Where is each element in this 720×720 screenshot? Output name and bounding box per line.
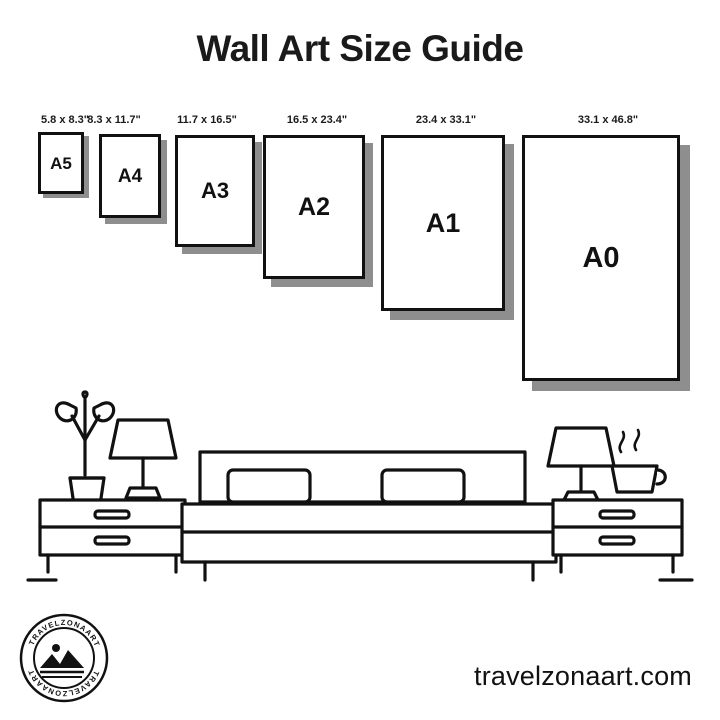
frame-box-a4[interactable] [99, 134, 161, 218]
frame-name-a2: A2 [298, 192, 330, 221]
frame-dimensions-a2: 16.5 x 23.4" [286, 114, 348, 126]
logo-mountain-icon [40, 644, 84, 677]
frame-name-a3: A3 [200, 178, 230, 203]
left-nightstand [40, 500, 185, 572]
logo-arc-text-bottom: TRAVELZONAART [26, 667, 102, 699]
frame-name-a1: A1 [425, 207, 461, 238]
frame-dimensions-a3: 11.7 x 16.5" [177, 114, 237, 126]
logo-arc-text-top: TRAVELZONAART [26, 617, 102, 649]
frame-name-a4: A4 [117, 165, 143, 187]
frame-dimensions-a5: 5.8 x 8.3" [40, 114, 90, 126]
frame-dimensions-a1: 23.4 x 33.1" [415, 114, 477, 126]
brand-logo[interactable] [18, 612, 110, 704]
bed [182, 452, 556, 580]
right-nightstand [553, 500, 682, 572]
frame-box-a1[interactable] [381, 135, 505, 311]
plant-vase [56, 392, 113, 505]
footer [0, 610, 720, 720]
page-title: Wall Art Size Guide [196, 28, 524, 69]
size-chart [0, 108, 720, 398]
frame-box-a2[interactable] [263, 135, 365, 279]
coffee-cup [612, 430, 665, 492]
frame-box-a0[interactable] [522, 135, 680, 381]
frame-dimensions-a0: 33.1 x 46.8" [577, 114, 639, 126]
frame-dimensions-a4: 8.3 x 11.7" [87, 114, 141, 126]
left-lamp [110, 420, 176, 498]
website-url[interactable]: travelzonaart.com [474, 661, 692, 691]
bedroom-illustration [0, 380, 720, 605]
right-lamp [548, 428, 614, 500]
frame-name-a0: A0 [582, 241, 620, 274]
frame-box-a5[interactable] [38, 132, 84, 194]
frame-box-a3[interactable] [175, 135, 255, 247]
frame-name-a5: A5 [50, 153, 72, 173]
